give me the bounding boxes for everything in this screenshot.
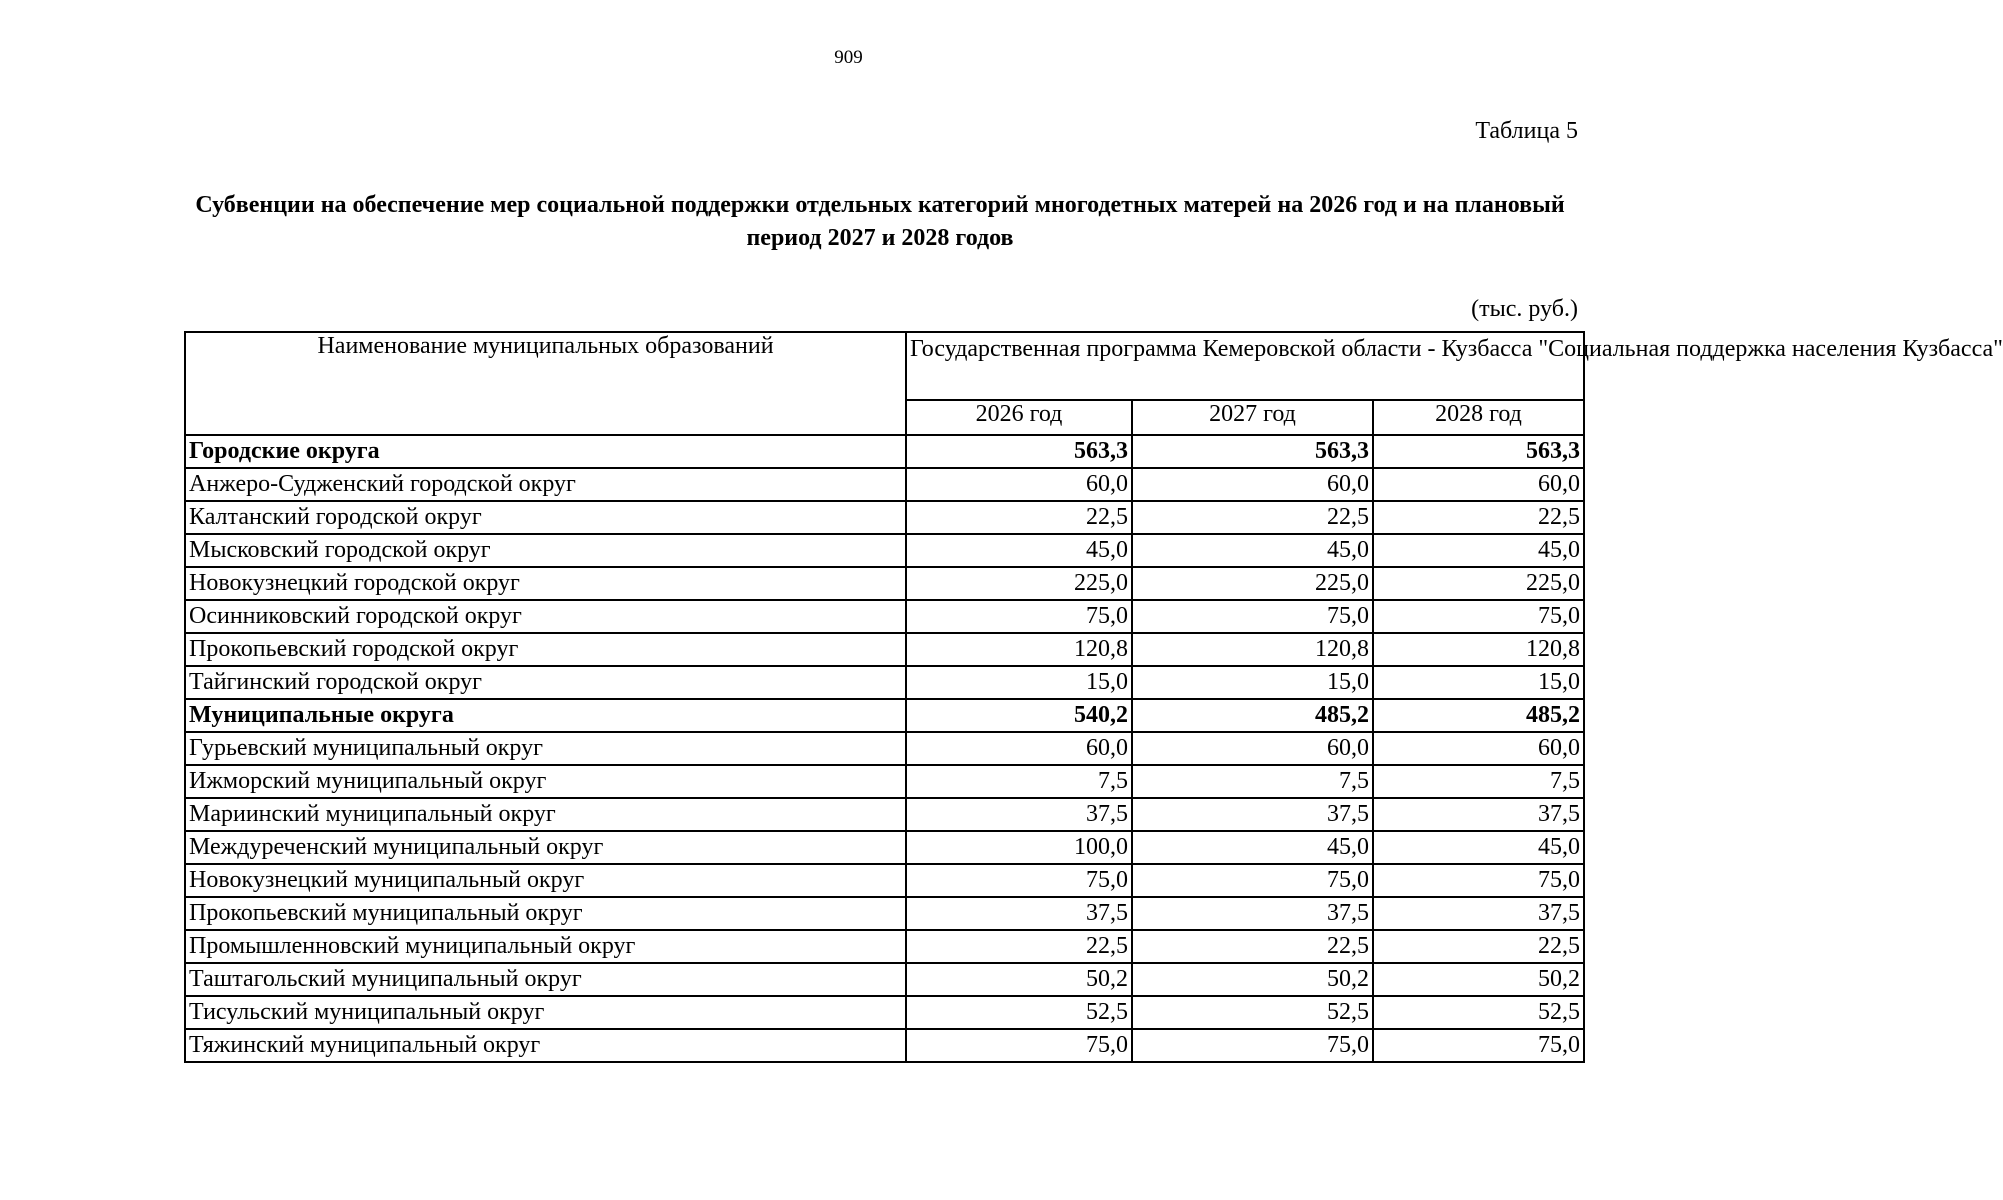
value-2027: 225,0 [1132, 567, 1373, 600]
value-2028: 75,0 [1373, 864, 1584, 897]
row-name: Мариинский муниципальный округ [185, 798, 906, 831]
table-row [185, 996, 1584, 1029]
row-name: Междуреченский муниципальный округ [185, 831, 906, 864]
table-label: Таблица 5 [1475, 118, 1578, 144]
value-2028: 15,0 [1373, 666, 1584, 699]
value-2027: 22,5 [1132, 930, 1373, 963]
value-2026: 37,5 [906, 897, 1132, 930]
units-label: (тыс. руб.) [1471, 296, 1578, 322]
table-row [185, 501, 1584, 534]
header-program: Государственная программа Кемеровской области - Кузбасса "Социальная поддержка населения Кузбасса" [906, 332, 1584, 400]
value-2028: 37,5 [1373, 897, 1584, 930]
page-number: 909 [834, 47, 863, 68]
value-2028: 563,3 [1373, 435, 1584, 468]
table-row [185, 567, 1584, 600]
value-2027: 75,0 [1132, 1029, 1373, 1062]
row-name: Новокузнецкий городской округ [185, 567, 906, 600]
table-row [185, 897, 1584, 930]
header-year-2027: 2027 год [1132, 400, 1373, 435]
group-row-urban-districts [185, 435, 1584, 468]
value-2028: 22,5 [1373, 930, 1584, 963]
value-2027: 60,0 [1132, 732, 1373, 765]
row-name: Калтанский городской округ [185, 501, 906, 534]
header-year-2028: 2028 год [1373, 400, 1584, 435]
value-2026: 120,8 [906, 633, 1132, 666]
value-2026: 37,5 [906, 798, 1132, 831]
table-row [185, 666, 1584, 699]
row-name: Ижморский муниципальный округ [185, 765, 906, 798]
value-2027: 75,0 [1132, 600, 1373, 633]
row-name: Муниципальные округа [185, 699, 906, 732]
row-name: Тисульский муниципальный округ [185, 996, 906, 1029]
table-row [185, 633, 1584, 666]
row-name: Анжеро-Судженский городской округ [185, 468, 906, 501]
value-2028: 225,0 [1373, 567, 1584, 600]
value-2026: 225,0 [906, 567, 1132, 600]
header-year-2026: 2026 год [906, 400, 1132, 435]
table-row [185, 468, 1584, 501]
value-2028: 75,0 [1373, 600, 1584, 633]
table-row [185, 765, 1584, 798]
group-row-municipal-districts [185, 699, 1584, 732]
value-2026: 22,5 [906, 501, 1132, 534]
value-2026: 60,0 [906, 468, 1132, 501]
row-name: Тайгинский городской округ [185, 666, 906, 699]
value-2027: 37,5 [1132, 897, 1373, 930]
value-2026: 100,0 [906, 831, 1132, 864]
table-body [185, 435, 1584, 1062]
subventions-table [184, 331, 2003, 1063]
value-2027: 22,5 [1132, 501, 1373, 534]
table-row [185, 600, 1584, 633]
value-2028: 52,5 [1373, 996, 1584, 1029]
value-2028: 60,0 [1373, 468, 1584, 501]
value-2027: 120,8 [1132, 633, 1373, 666]
value-2027: 45,0 [1132, 831, 1373, 864]
value-2028: 75,0 [1373, 1029, 1584, 1062]
table-row [185, 930, 1584, 963]
value-2027: 485,2 [1132, 699, 1373, 732]
header-name-column: Наименование муниципальных образований [185, 332, 906, 435]
value-2028: 120,8 [1373, 633, 1584, 666]
value-2026: 75,0 [906, 1029, 1132, 1062]
value-2026: 52,5 [906, 996, 1132, 1029]
value-2026: 75,0 [906, 600, 1132, 633]
value-2027: 15,0 [1132, 666, 1373, 699]
value-2027: 45,0 [1132, 534, 1373, 567]
document-title: Субвенции на обеспечение мер социальной поддержки отдельных категорий многодетных матерей на 2026 год и на плановый период 2027 и 2028 годов [195, 192, 1565, 251]
table-row [185, 831, 1584, 864]
value-2026: 45,0 [906, 534, 1132, 567]
table-row [185, 963, 1584, 996]
row-name: Прокопьевский городской округ [185, 633, 906, 666]
value-2026: 15,0 [906, 666, 1132, 699]
value-2028: 60,0 [1373, 732, 1584, 765]
table-row [185, 732, 1584, 765]
row-name: Таштагольский муниципальный округ [185, 963, 906, 996]
value-2028: 50,2 [1373, 963, 1584, 996]
value-2026: 563,3 [906, 435, 1132, 468]
row-name: Городские округа [185, 435, 906, 468]
row-name: Прокопьевский муниципальный округ [185, 897, 906, 930]
value-2028: 22,5 [1373, 501, 1584, 534]
value-2027: 37,5 [1132, 798, 1373, 831]
value-2026: 540,2 [906, 699, 1132, 732]
value-2026: 60,0 [906, 732, 1132, 765]
value-2026: 75,0 [906, 864, 1132, 897]
value-2026: 50,2 [906, 963, 1132, 996]
row-name: Тяжинский муниципальный округ [185, 1029, 906, 1062]
value-2027: 563,3 [1132, 435, 1373, 468]
row-name: Гурьевский муниципальный округ [185, 732, 906, 765]
value-2028: 7,5 [1373, 765, 1584, 798]
value-2027: 52,5 [1132, 996, 1373, 1029]
table-row [185, 534, 1584, 567]
value-2026: 7,5 [906, 765, 1132, 798]
value-2028: 37,5 [1373, 798, 1584, 831]
value-2028: 485,2 [1373, 699, 1584, 732]
value-2028: 45,0 [1373, 831, 1584, 864]
table-row [185, 864, 1584, 897]
row-name: Мысковский городской округ [185, 534, 906, 567]
table-row [185, 798, 1584, 831]
row-name: Новокузнецкий муниципальный округ [185, 864, 906, 897]
value-2026: 22,5 [906, 930, 1132, 963]
value-2027: 75,0 [1132, 864, 1373, 897]
row-name: Осинниковский городской округ [185, 600, 906, 633]
table-row [185, 1029, 1584, 1062]
value-2027: 60,0 [1132, 468, 1373, 501]
value-2027: 50,2 [1132, 963, 1373, 996]
value-2028: 45,0 [1373, 534, 1584, 567]
row-name: Промышленновский муниципальный округ [185, 930, 906, 963]
value-2027: 7,5 [1132, 765, 1373, 798]
